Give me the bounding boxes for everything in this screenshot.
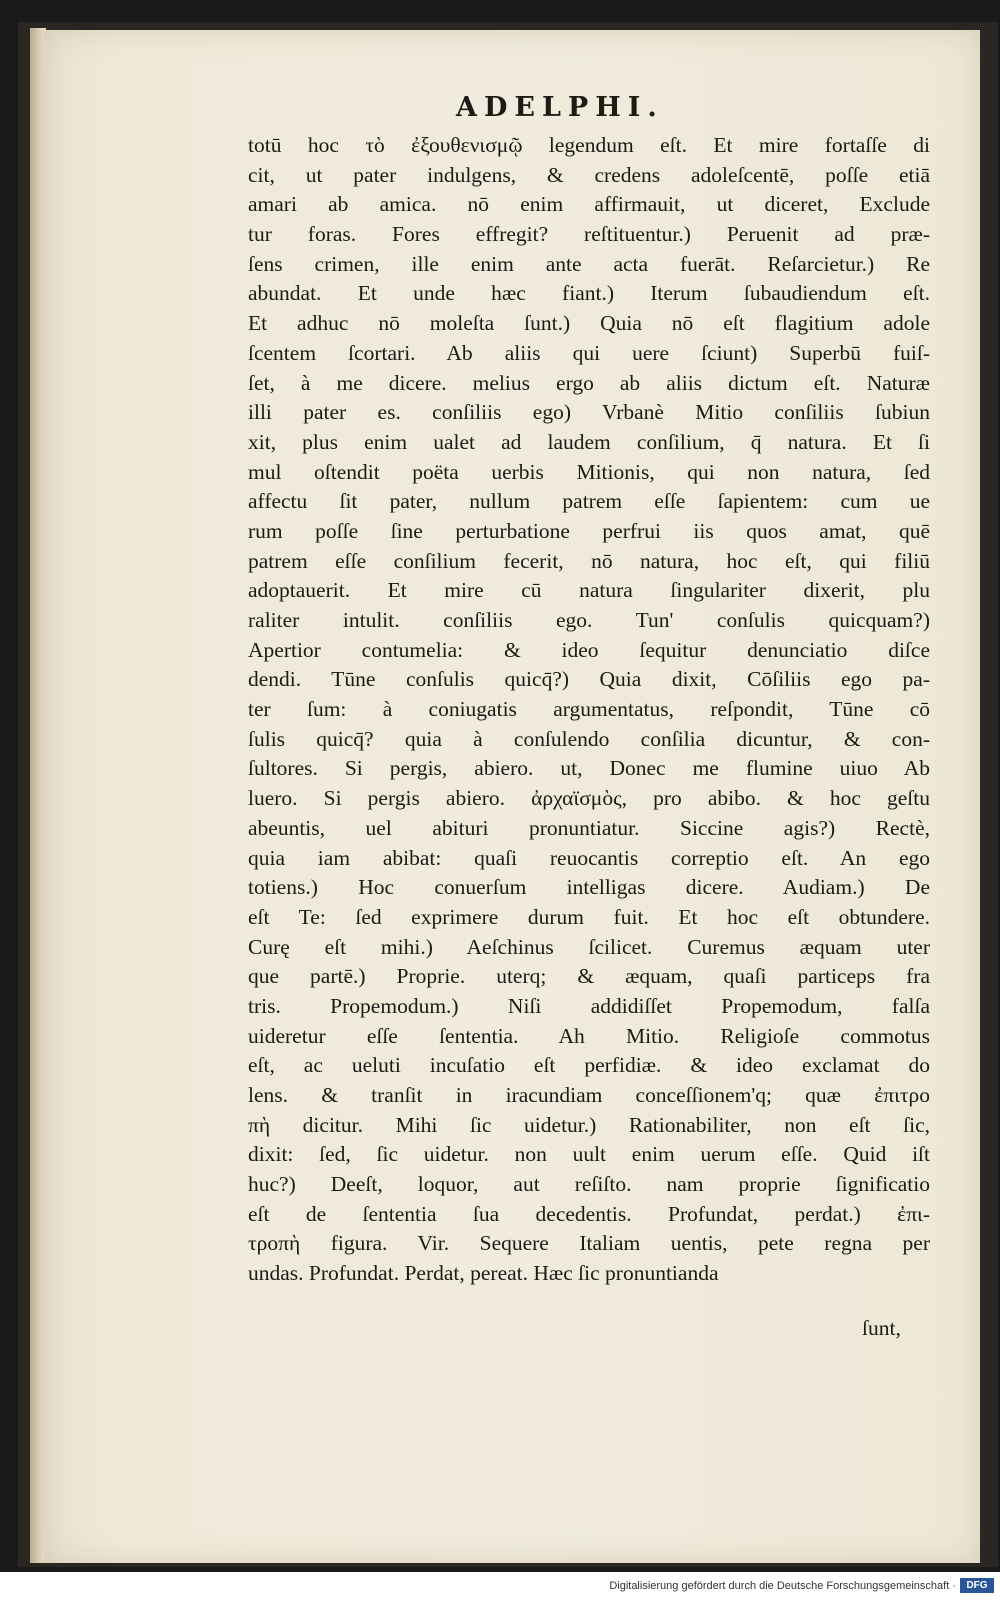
text-line: raliter intulit. conſiliis ego. Tun' conſulis quicquam?) [248, 608, 930, 632]
text-line: ſcentem ſcortari. Ab aliis qui uere ſciunt) Superbū fuiſ- [248, 340, 930, 365]
text-line: abundat. Et unde hæc fiant.) Iterum ſubaudiendum eſt. [248, 281, 930, 306]
text-line: τροπὴ figura. Vir. Sequere Italiam uentis, pete regna per [248, 1231, 930, 1256]
text-line: ſulis quicq̄? quia à conſulendo conſilia dicuntur, & con- [248, 726, 930, 751]
text-line: eſt de ſententia ſua decedentis. Profundat, perdat.) ἐπι- [248, 1201, 930, 1226]
text-block [248, 131, 930, 1289]
text-line: que partē.) Proprie. uterq; & æquam, quaſi particeps fra [248, 964, 930, 989]
text-line: ter ſum: à coniugatis argumentatus, reſpondit, Tūne cō [248, 697, 930, 722]
text-line: lens. & tranſit in iracundiam conceſſionem'q; quæ ἐπιτρο [248, 1083, 930, 1107]
text-line: rum poſſe ſine perturbatione perfrui iis quos amat, quē [248, 518, 930, 543]
text-line: undas. Profundat. Perdat, pereat. Hæc ſic pronuntianda [248, 1261, 719, 1286]
text-line: adoptauerit. Et mire cū natura ſingulariter dixerit, plu [248, 578, 930, 603]
text-line: totiens.) Hoc conuerſum intelligas dicere. Audiam.) De [248, 875, 930, 900]
text-line: cit, ut pater indulgens, & credens adoleſcentē, poſſe etiā [248, 162, 930, 187]
text-line: amari ab amica. nō enim affirmauit, ut diceret, Exclude [248, 192, 930, 217]
dfg-logo: DFG [960, 1578, 994, 1593]
text-line: patrem eſſe conſilium fecerit, nō natura, hoc eſt, qui filiū [248, 548, 930, 573]
text-line: Apertior contumelia: & ideo ſequitur denunciatio diſce [248, 637, 930, 662]
text-line: affectu ſit pater, nullum patrem eſſe ſapientem: cum ue [248, 489, 930, 514]
text-line: quia iam abibat: quaſi reuocantis correptio eſt. An ego [248, 845, 930, 870]
text-line: tur foras. Fores effregit? reſtituentur.) Peruenit ad præ- [248, 222, 930, 247]
text-line: luero. Si pergis abiero. ἀρχαϊσμὸς, pro abibo. & hoc geſtu [248, 786, 930, 811]
text-line: xit, plus enim ualet ad laudem conſilium, q̄ natura. Et ſi [248, 429, 930, 454]
text-line: uideretur eſſe ſententia. Ah Mitio. Religioſe commotus [248, 1023, 930, 1048]
text-line: huc?) Deeſt, loquor, aut reſiſto. nam proprie ſignificatio [248, 1172, 930, 1197]
text-line: ſens crimen, ille enim ante acta fuerāt. Reſarcietur.) Re [248, 251, 930, 276]
text-line: abeuntis, uel abituri pronuntiatur. Siccine agis?) Rectè, [248, 815, 930, 840]
text-line: ſultores. Si pergis, abiero. ut, Donec me flumine uiuo Ab [248, 756, 930, 781]
text-line: dixit: ſed, ſic uidetur. non uult enim uerum eſſe. Quid iſt [248, 1142, 930, 1167]
text-line: ſet, à me dicere. melius ergo ab aliis dictum eſt. Naturæ [248, 370, 930, 395]
text-line: Et adhuc nō moleſta ſunt.) Quia nō eſt flagitium adole [248, 311, 930, 336]
footer-credit: Digitalisierung gefördert durch die Deutsche Forschungsgemeinschaft · [609, 1580, 956, 1592]
text-line: tris. Propemodum.) Niſi addidiſſet Propemodum, falſa [248, 993, 930, 1018]
text-line: dendi. Tūne conſulis quicq̄?) Quia dixit, Cōſiliis ego pa- [248, 667, 930, 692]
catchword: ſunt, [862, 1316, 901, 1340]
text-line: illi pater es. conſiliis ego) Vrbanè Mitio conſiliis ſubiun [248, 400, 930, 425]
text-line: eſt, ac ueluti incuſatio eſt perfidiæ. & ideo exclamat do [248, 1053, 930, 1078]
text-line: πὴ dicitur. Mihi ſic uidetur.) Rationabiliter, non eſt ſic, [248, 1112, 930, 1137]
text-line: eſt Te: ſed exprimere durum fuit. Et hoc eſt obtundere. [248, 904, 930, 929]
text-line: totū hoc τὸ ἐξουθενισμῷ legendum eſt. Et mire fortaſſe di [248, 133, 930, 157]
running-head: ADELPHI. [456, 92, 664, 123]
text-line: mul oſtendit poëta uerbis Mitionis, qui non natura, ſed [248, 459, 930, 484]
text-line: Curę eſt mihi.) Aeſchinus ſcilicet. Curemus æquam uter [248, 934, 930, 959]
